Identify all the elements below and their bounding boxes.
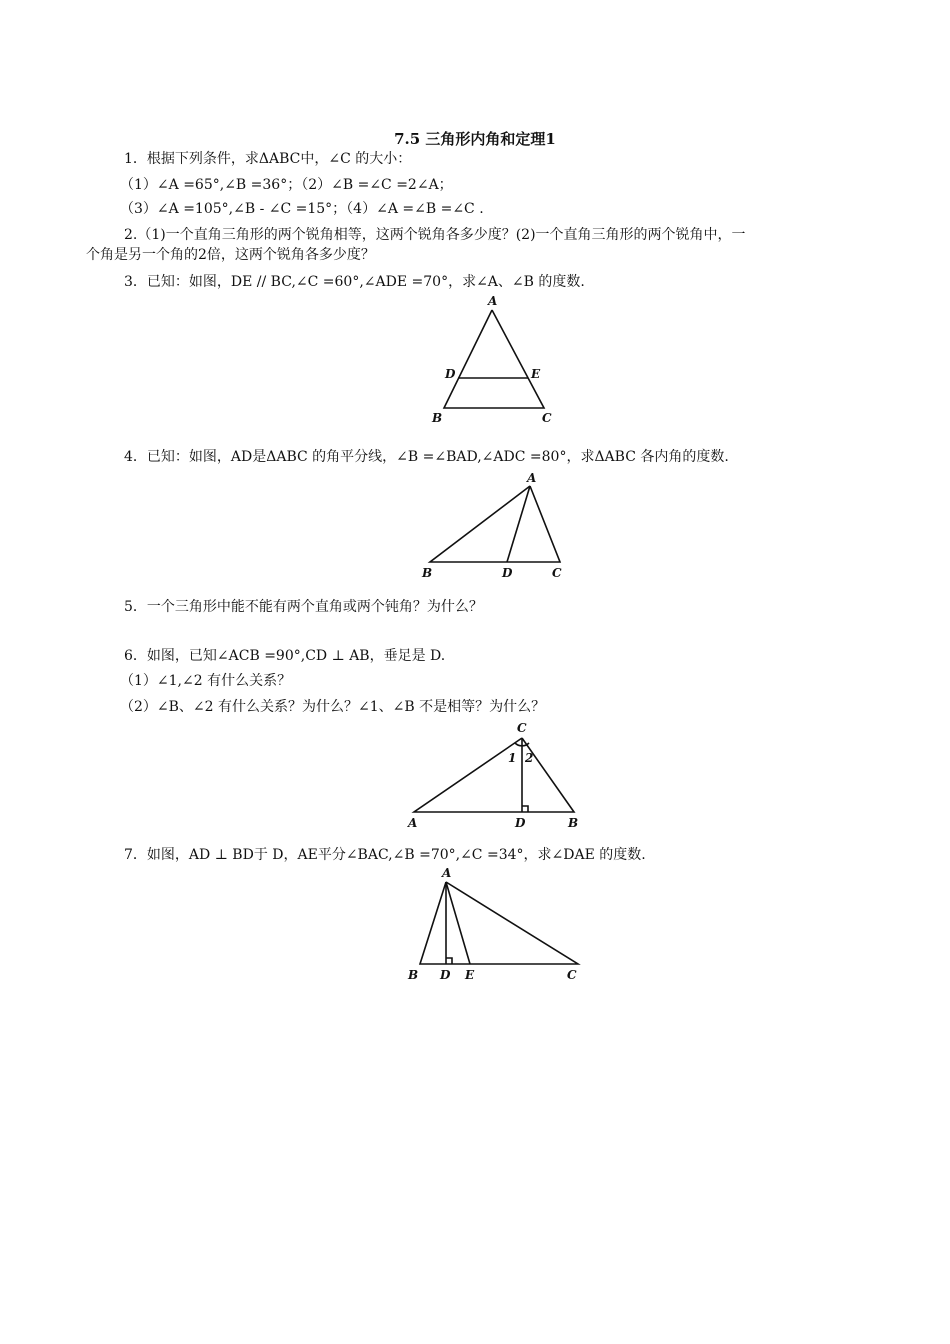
label-a: A (527, 471, 537, 485)
label-b: B (432, 411, 443, 425)
problem-4-stem: 4．已知：如图，AD是ΔABC 的角平分线，∠B =∠BAD,∠ADC =80°，求ΔABC 各内角的度数. (124, 449, 729, 465)
problem-2-line-1: 2.（1)一个直角三角形的两个锐角相等，这两个锐角各多少度？(2)一个直角三角形的两个锐角中，一 (124, 227, 746, 243)
problem-1-line-1: （1）∠A =65°,∠B =36°；（2）∠B =∠C =2∠A； (120, 177, 453, 193)
problem-1-line-2: （3）∠A =105°,∠B - ∠C =15°；（4）∠A =∠B =∠C . (120, 201, 484, 217)
triangle-acb (414, 738, 574, 812)
label-d: D (502, 566, 513, 580)
label-d: D (445, 367, 456, 381)
problem-6-line-2: （2）∠B、∠2 有什么关系？为什么？∠1、∠B 不是相等？为什么？ (120, 699, 546, 715)
label-c: C (567, 968, 577, 982)
problem-6-line-1: （1）∠1,∠2 有什么关系？ (120, 673, 292, 689)
label-e: E (531, 367, 541, 381)
problem-1-stem: 1．根据下列条件，求ΔABC中，∠C 的大小： (124, 151, 412, 167)
problem-4-figure (410, 468, 570, 584)
label-2: 2 (525, 751, 534, 765)
label-1: 1 (508, 751, 517, 765)
segment-ad (507, 486, 530, 562)
problem-5-stem: 5．一个三角形中能不能有两个直角或两个钝角？为什么？ (124, 599, 483, 615)
problem-3-stem: 3．已知：如图，DE // BC,∠C =60°,∠ADE =70°，求∠A、∠B 的度数. (124, 274, 585, 290)
label-b: B (568, 816, 579, 830)
label-d: D (440, 968, 451, 982)
label-e: E (465, 968, 475, 982)
label-c: C (542, 411, 552, 425)
label-a: A (442, 866, 452, 880)
problem-7-figure (400, 864, 590, 984)
problem-6-stem: 6．如图，已知∠ACB =90°,CD ⊥ AB，垂足是 D. (124, 648, 446, 664)
right-angle-mark (446, 958, 452, 964)
triangle-abc (420, 882, 578, 964)
label-c: C (552, 566, 562, 580)
page-title: 7.5 三角形内角和定理1 (394, 130, 556, 148)
label-b: B (422, 566, 433, 580)
triangle-abc (430, 486, 560, 562)
problem-6-figure (400, 718, 590, 834)
label-a: A (408, 816, 418, 830)
triangle-abc (444, 310, 544, 408)
label-a: A (488, 294, 498, 308)
problem-7-stem: 7．如图，AD ⊥ BD于 D，AE平分∠BAC,∠B =70°,∠C =34°，求∠DAE 的度数. (124, 847, 646, 863)
right-angle-mark (522, 806, 528, 812)
label-b: B (408, 968, 419, 982)
label-d: D (515, 816, 526, 830)
label-c: C (517, 721, 527, 735)
problem-2-line-2: 个角是另一个角的2倍，这两个锐角各多少度？ (86, 247, 375, 263)
problem-3-figure (420, 290, 560, 430)
